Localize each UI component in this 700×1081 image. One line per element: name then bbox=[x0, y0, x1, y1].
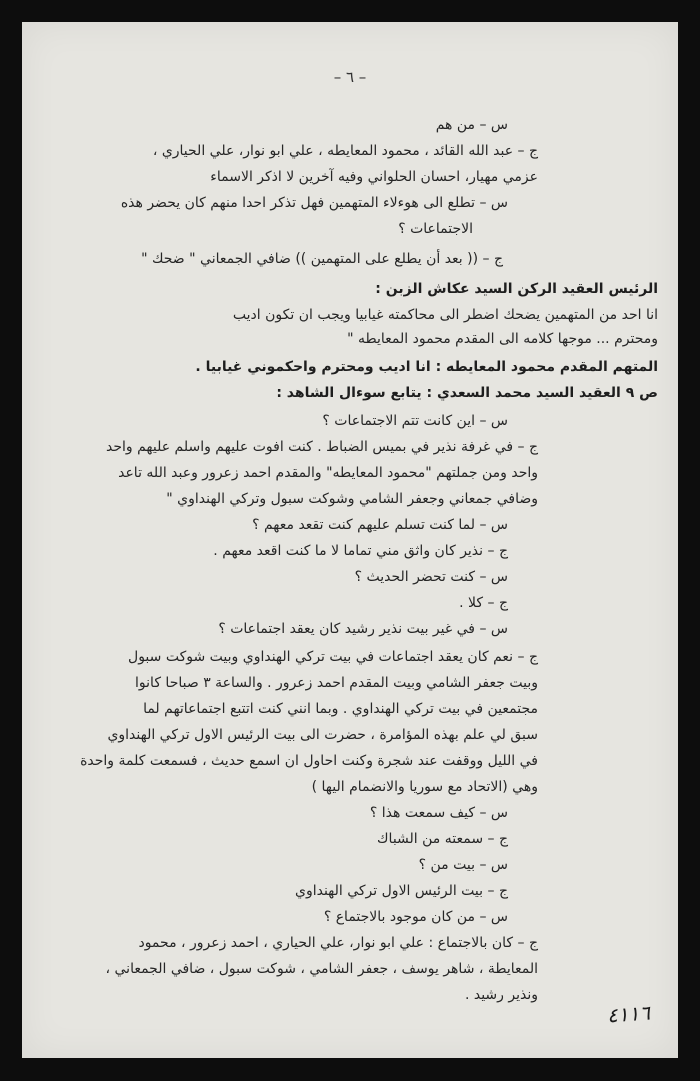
text-line: س – من كان موجود بالاجتماع ؟ bbox=[323, 909, 508, 925]
text-line: ونذير رشيد . bbox=[464, 987, 538, 1003]
text-line: ج – في غرفة نذير في بميس الضباط . كنت افوت عليهم واسلم عليهم واحد bbox=[105, 439, 538, 455]
text-line: ج – (( بعد أن يطلع على المتهمين )) ضافي الجمعاني " ضحك " bbox=[141, 251, 503, 267]
text-line: س – كيف سمعت هذا ؟ bbox=[369, 805, 508, 821]
page-number: – ٦ – bbox=[333, 68, 367, 86]
text-line: ج – بيت الرئيس الاول تركي الهنداوي bbox=[294, 883, 508, 899]
handwritten-folio-number: ٤١١٦ bbox=[606, 1000, 651, 1028]
text-line: س – تطلع الى هوءلاء المتهمين فهل تذكر احدا منهم كان يحضر هذه bbox=[120, 195, 508, 211]
text-line: المعايطة ، شاهر يوسف ، جعفر الشامي ، شوكت سبول ، ضافي الجمعاني ، bbox=[105, 961, 538, 977]
text-line: ج – كان بالاجتماع : علي ابو نوار، علي الحياري ، احمد زعرور ، محمود bbox=[138, 935, 538, 951]
text-line: وبيت جعفر الشامي وبيت المقدم احمد زعرور . والساعة ٣ صباحا كانوا bbox=[135, 675, 538, 691]
text-line: سبق لي علم بهذه المؤامرة ، حضرت الى بيت الرئيس الاول تركي الهنداوي bbox=[107, 727, 538, 743]
document-page bbox=[22, 22, 678, 1058]
text-line: انا احد من المتهمين يضحك اضطر الى محاكمته غيابيا ويجب ان تكون اديب bbox=[232, 307, 658, 323]
text-line: ج – عبد الله القائد ، محمود المعايطه ، علي ابو نوار، علي الحياري ، bbox=[152, 143, 538, 159]
text-line: ومحترم ... موجها كلامه الى المقدم محمود المعايطه " bbox=[347, 331, 658, 347]
text-line: المتهم المقدم محمود المعايطه : انا اديب ومحترم واحكموني غيابيا . bbox=[195, 359, 658, 375]
text-line: وضافي جمعاني وجعفر الشامي وشوكت سبول وتركي الهنداوي " bbox=[166, 491, 538, 507]
text-line: الرئيس العقيد الركن السيد عكاش الزبن : bbox=[375, 281, 658, 297]
text-line: س – كنت تحضر الحديث ؟ bbox=[354, 569, 508, 585]
text-line: س – لما كنت تسلم عليهم كنت تقعد معهم ؟ bbox=[252, 517, 508, 533]
text-line: ج – كلا . bbox=[459, 595, 508, 611]
text-line: س – اين كانت تتم الاجتماعات ؟ bbox=[322, 413, 508, 429]
text-line: ص ٩ العقيد السيد محمد السعدي : يتابع سوءال الشاهد : bbox=[276, 385, 658, 401]
text-line: عزمي مهيار، احسان الحلواني وفيه آخرين لا اذكر الاسماء bbox=[210, 169, 538, 185]
text-line: مجتمعين في بيت تركي الهنداوي . وبما انني كنت اتتبع اجتماعاتهم لما bbox=[143, 701, 538, 717]
text-line: واحد ومن جملتهم "محمود المعايطه" والمقدم احمد زعرور وعبد الله تاعد bbox=[118, 465, 538, 481]
document-body bbox=[22, 22, 678, 1058]
text-line: س – من هم bbox=[435, 117, 508, 133]
text-line: ج – نذير كان واثق مني تماما لا ما كنت اقعد معهم . bbox=[213, 543, 508, 559]
text-line: س – بيت من ؟ bbox=[418, 857, 508, 873]
text-line: س – في غير بيت نذير رشيد كان يعقد اجتماعات ؟ bbox=[218, 621, 508, 637]
text-line: ج – سمعته من الشباك bbox=[377, 831, 508, 847]
text-line: ج – نعم كان يعقد اجتماعات في بيت تركي الهنداوي وبيت شوكت سبول bbox=[128, 649, 538, 665]
text-line: وهي (الاتحاد مع سوريا والانضمام اليها ) bbox=[311, 779, 538, 795]
text-line: الاجتماعات ؟ bbox=[398, 221, 473, 237]
text-line: في الليل ووقفت عند شجرة وكنت احاول ان اسمع حديث ، فسمعت كلمة واحدة bbox=[80, 753, 538, 769]
